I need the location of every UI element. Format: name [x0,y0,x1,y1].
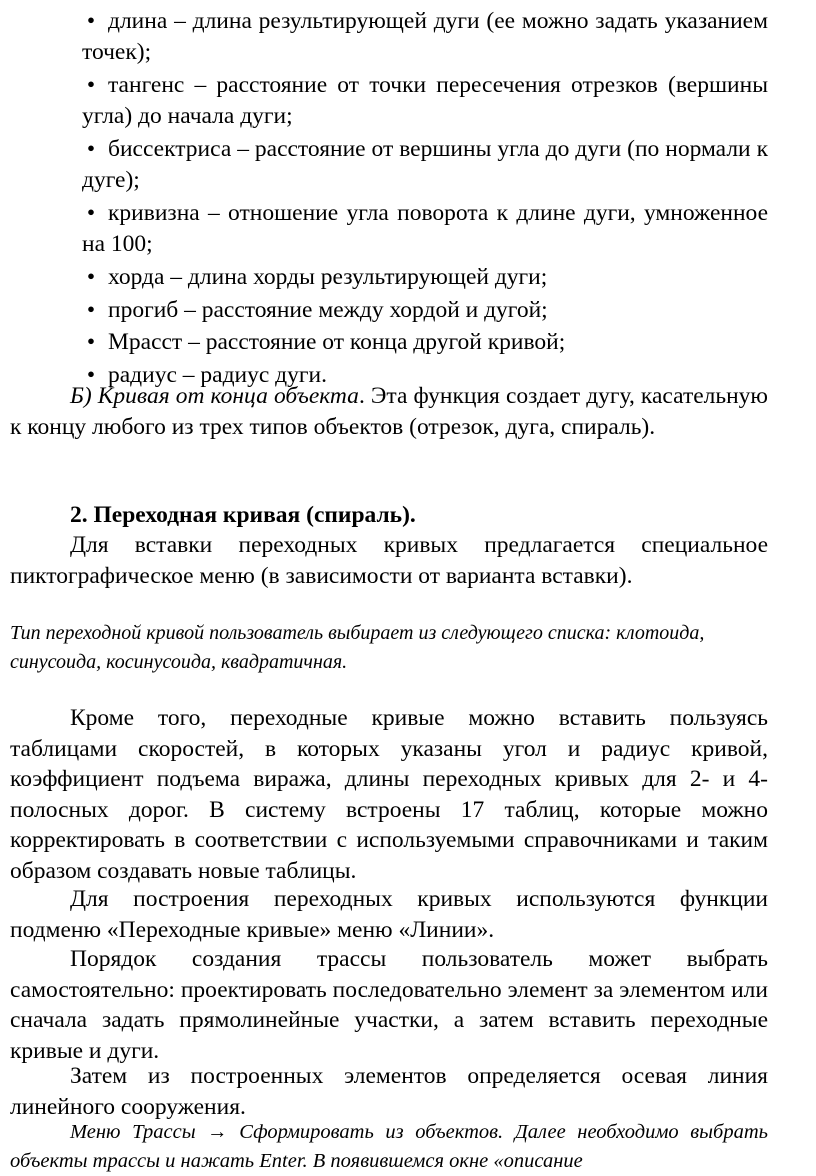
bullet-icon: • [86,8,96,34]
paragraph-rest: . Эта функция создает дугу, касательную к концу любого из трех типов объектов (отрезок, дуга, спираль). [10,383,768,440]
bullet-icon: • [86,329,96,355]
bullet-icon: • [86,264,96,290]
list-item-text: хорда – длина хорды результирующей дуги; [108,264,548,290]
list-item-text: прогиб – расстояние между хордой и дугой; [108,296,548,323]
list-item [0,134,768,195]
bullet-icon: • [86,296,96,323]
list-item [0,6,768,67]
bullet-icon: • [86,361,96,388]
bullet-icon: • [86,136,96,162]
paragraph-functions: Для построения переходных кривых используются функции подменю «Переходные кривые» меню «Линии». [10,886,768,943]
list-item [0,198,768,259]
paragraph-menu-path: Меню Трассы → Сформировать из объектов. Далее необходимо выбрать объекты трассы и нажать Enter. В появившемся окне «описание [10,1121,768,1172]
list-item-text: кривизна – отношение угла поворота к длине дуги, умноженное на 100; [82,200,768,257]
list-item [0,70,768,131]
bullet-icon: • [86,72,96,98]
paragraph-axis-line: Затем из построенных элементов определяется осевая линия линейного сооружения. [10,1063,768,1120]
paragraph-lead: Б) Кривая от конца объекта [70,383,359,409]
section-heading: 2. Переходная кривая (спираль). [70,502,416,528]
parameter-list [0,6,816,392]
list-item [0,327,768,358]
list-item-text: Мрасст – расстояние от конца другой кривой; [108,329,566,355]
paragraph-insert-menu: Для вставки переходных кривых предлагается специальное пиктографическое меню (в зависимости от варианта вставки). [10,532,768,589]
list-item [0,295,768,326]
list-item-text: биссектриса – расстояние от вершины угла до дуги (по нормали к дуге); [82,136,768,193]
bullet-icon: • [86,200,96,226]
list-item-text: тангенс – расстояние от точки пересечения отрезков (вершины угла) до начала дуги; [82,72,768,129]
list-item-text: радиус – радиус дуги. [108,361,327,388]
list-item-text: длина – длина результирующей дуги (ее можно задать указанием точек); [82,8,768,65]
note-curve-types: Тип переходной кривой пользователь выбирает из следующего списка: клотоида, синусоида, косинусоида, квадратичная. [10,622,705,673]
paragraph-route-order: Порядок создания трассы пользователь может выбрать самостоятельно: проектировать последовательно элемент за элементом или сначала задать прямолинейные участки, а затем вставить переходные кривые и дуги. [10,946,768,1064]
paragraph-speed-tables: Кроме того, переходные кривые можно вставить пользуясь таблицами скоростей, в которых указаны угол и радиус кривой, коэффициент подъема виража, длины переходных кривых для 2- и 4-полосных дорог. В систему встроены 17 таблиц, которые можно корректировать в соответствии с используемыми справочниками и таким образом создавать новые таблицы. [10,705,768,884]
list-item [0,262,768,293]
paragraph-curve-from-end [10,381,768,442]
